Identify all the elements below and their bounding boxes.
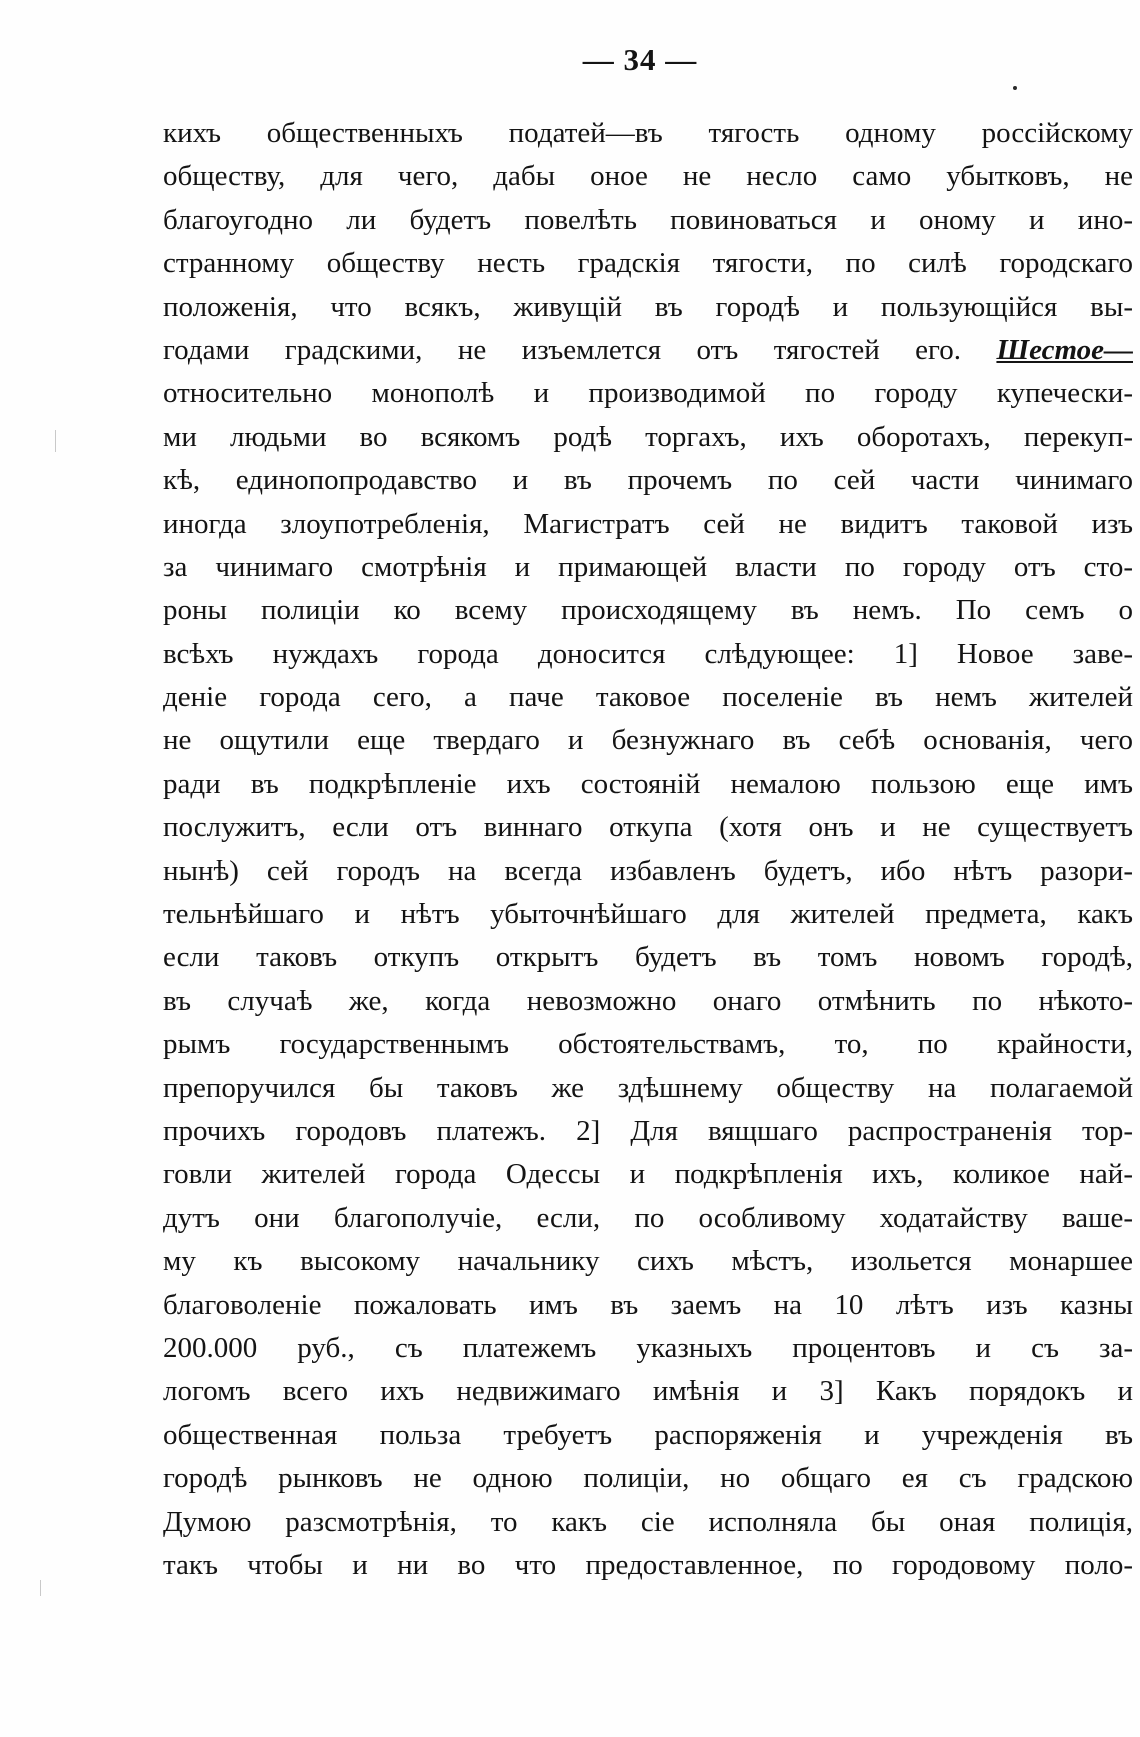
text-line: въ случаѣ же, когда невозможно онаго отмѣнить по нѣкото- <box>163 984 1133 1017</box>
text-line: благоволеніе пожаловать имъ въ заемъ на 10 лѣтъ изъ казны <box>163 1288 1133 1321</box>
text-line: Думою разсмотрѣнія, то какъ сіе исполняла бы оная полиція, <box>163 1505 1133 1538</box>
text-line: нынѣ) сей городъ на всегда избавленъ будетъ, ибо нѣтъ разори- <box>163 854 1133 887</box>
ink-speck <box>1013 86 1017 90</box>
text-line: препоручился бы таковъ же здѣшнему обществу на полагаемой <box>163 1071 1133 1104</box>
text-line: обществу, для чего, дабы оное не несло само убытковъ, не <box>163 160 1133 193</box>
text-line: послужитъ, если отъ виннаго откупа (хотя онъ и не существуетъ <box>163 811 1133 844</box>
text-line: тельнѣйшаго и нѣтъ убыточнѣйшаго для жителей предмета, какъ <box>163 898 1133 931</box>
body-text <box>163 112 1133 1587</box>
text-line: говли жителей города Одессы и подкрѣпленія ихъ, коликое най- <box>163 1158 1133 1191</box>
text-line: ми людьми во всякомъ родѣ торгахъ, ихъ оборотахъ, перекуп- <box>163 420 1133 453</box>
text-line: кихъ общественныхъ податей—въ тягость одному россійскому <box>163 117 1133 149</box>
text-line: относительно монополѣ и производимой по городу купечески- <box>163 377 1133 410</box>
text-line: общественная польза требуетъ распоряженія и учрежденія въ <box>163 1418 1133 1451</box>
text-line: иногда злоупотребленія, Магистратъ сей не видитъ таковой изъ <box>163 507 1133 540</box>
text-line: всѣхъ нуждахъ города доносится слѣдующее: 1] Новое заве- <box>163 637 1133 670</box>
page-number: — 34 — <box>582 42 698 77</box>
text-line: такъ чтобы и ни во что предоставленное, по городовому поло- <box>163 1548 1133 1581</box>
text-line: роны полиціи ко всему происходящему въ немъ. По семъ о <box>163 594 1133 627</box>
text-line: если таковъ откупъ открытъ будетъ въ томъ новомъ городѣ, <box>163 941 1133 974</box>
text-line: кѣ, единопопродавство и въ прочемъ по сей части чинимаго <box>163 464 1133 497</box>
text-line: положенія, что всякъ, живущій въ городѣ и пользующійся вы- <box>163 290 1133 323</box>
emphasis-word: Шестое— <box>996 333 1133 366</box>
text-line: ради въ подкрѣпленіе ихъ состояній немалою пользою еще имъ <box>163 767 1133 800</box>
text-line: 200.000 руб., съ платежемъ указныхъ процентовъ и съ за- <box>163 1331 1133 1364</box>
text-line: странному обществу несть градскія тягости, по силѣ городскаго <box>163 247 1133 280</box>
text-line: не ощутили еще твердаго и безнужнаго въ себѣ основанія, чего <box>163 724 1133 757</box>
text-line: за чинимаго смотрѣнія и примающей власти по городу отъ сто- <box>163 550 1133 583</box>
text-line-with-emphasis <box>163 329 1133 372</box>
text-line: благоугодно ли будетъ повелѣть повиноваться и оному и ино- <box>163 203 1133 236</box>
text-line: му къ высокому начальнику сихъ мѣстъ, изольется монаршее <box>163 1245 1133 1278</box>
margin-mark <box>40 1580 41 1596</box>
margin-mark <box>55 430 56 452</box>
text-line: логомъ всего ихъ недвижимаго имѣнія и 3] Какъ порядокъ и <box>163 1375 1133 1408</box>
text-line: городѣ рынковъ не одною полиціи, но общаго ея съ градскою <box>163 1462 1133 1495</box>
text-line: деніе города сего, а паче таковое поселеніе въ немъ жителей <box>163 681 1133 714</box>
text-line: прочихъ городовъ платежъ. 2] Для вящшаго распространенія тор- <box>163 1114 1133 1147</box>
text-line: дутъ они благополучіе, если, по особливому ходатайству ваше- <box>163 1201 1133 1234</box>
text-line-start: годами градскими, не изъемлется отъ тягостей его. <box>163 333 961 366</box>
text-line: рымъ государственнымъ обстоятельствамъ, то, по крайности, <box>163 1028 1133 1061</box>
